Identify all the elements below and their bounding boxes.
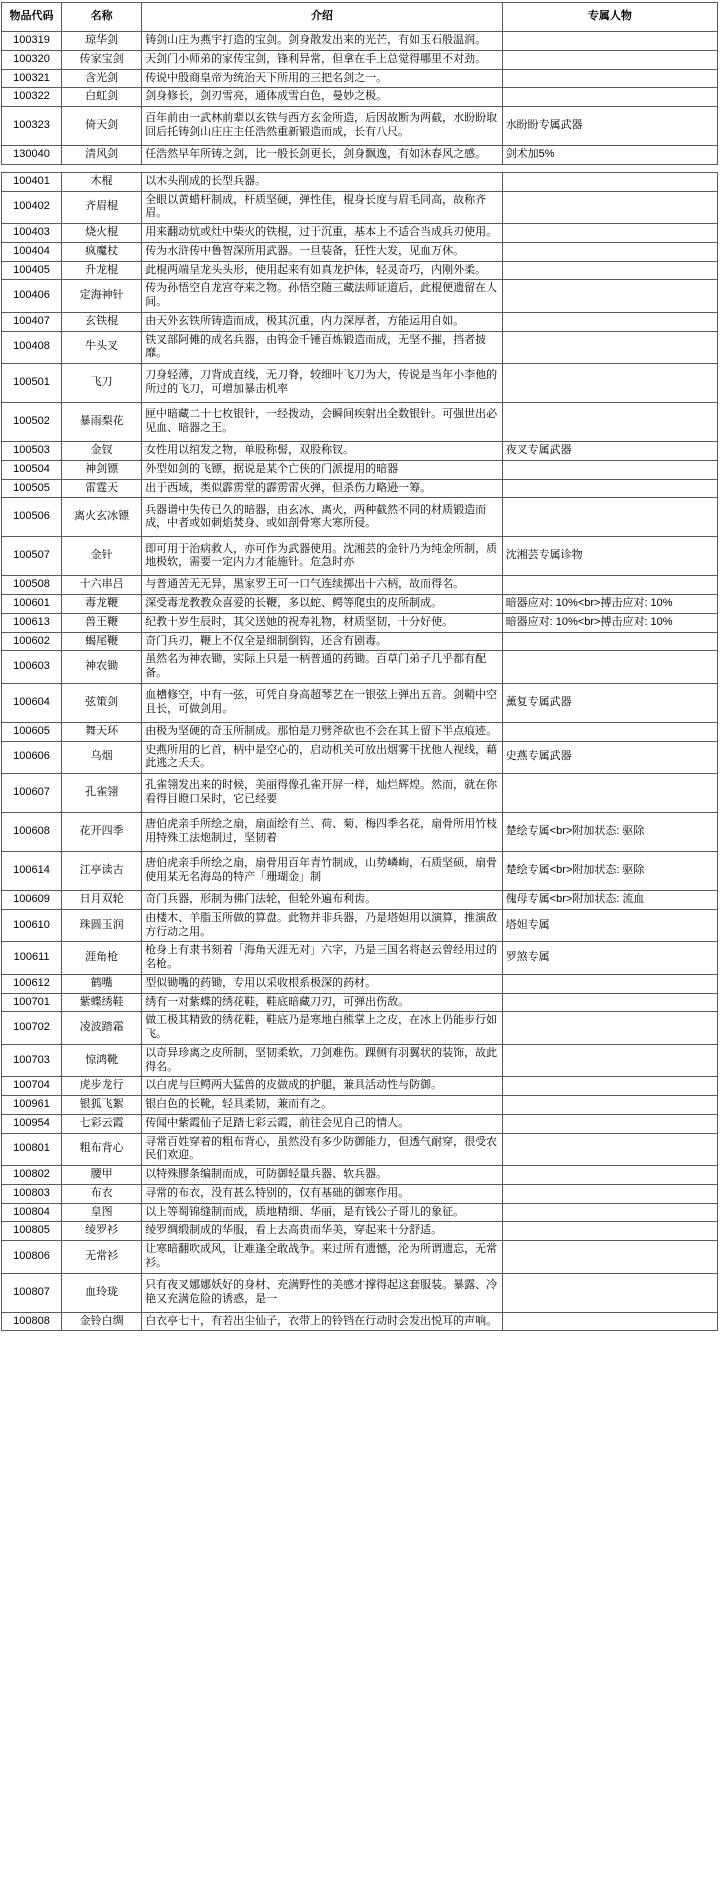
cell-item-name: 凌波踏霜 bbox=[62, 1012, 142, 1045]
table-row bbox=[2, 774, 718, 813]
cell-item-code: 100408 bbox=[2, 331, 62, 364]
cell-exclusive-character: 剑术加5% bbox=[502, 146, 717, 165]
table-row bbox=[2, 613, 718, 632]
cell-item-name: 齐眉棍 bbox=[62, 191, 142, 224]
cell-item-code: 100613 bbox=[2, 613, 62, 632]
cell-item-code: 100611 bbox=[2, 942, 62, 975]
cell-item-description: 做工极其精致的绣花鞋，鞋底乃是寒地白熊掌上之皮，在冰上仍能步行如飞。 bbox=[142, 1012, 503, 1045]
cell-exclusive-character bbox=[502, 479, 717, 498]
cell-item-description: 孔雀翎发出来的时候，美丽得像孔雀开屏一样，灿烂辉煌。然而，就在你看得目瞪口呆时，它已经要 bbox=[142, 774, 503, 813]
cell-item-code: 100612 bbox=[2, 974, 62, 993]
table-row bbox=[2, 1241, 718, 1274]
table-row bbox=[2, 172, 718, 191]
cell-item-description: 出于西域，类似霹雳堂的霹雳雷火弹，但杀伤力略逊一筹。 bbox=[142, 479, 503, 498]
cell-item-code: 100401 bbox=[2, 172, 62, 191]
table-row bbox=[2, 942, 718, 975]
cell-item-description: 由楼木、羊脂玉所做的算盘。此物并非兵器，乃是塔妲用以演算，推演敌方行动之用。 bbox=[142, 909, 503, 942]
cell-item-code: 100808 bbox=[2, 1312, 62, 1331]
cell-exclusive-character: 楚绘专属<br>附加状态: 驱除 bbox=[502, 852, 717, 891]
cell-item-code: 100405 bbox=[2, 261, 62, 280]
table-row bbox=[2, 364, 718, 403]
cell-item-name: 定海神针 bbox=[62, 280, 142, 313]
cell-item-description: 白衣亭七十，有若出尘仙子，衣带上的铃铛在行动时会发出悦耳的声响。 bbox=[142, 1312, 503, 1331]
cell-item-name: 江亭读古 bbox=[62, 852, 142, 891]
cell-item-name: 日月双轮 bbox=[62, 891, 142, 910]
table-row bbox=[2, 146, 718, 165]
cell-item-code: 100320 bbox=[2, 50, 62, 69]
table-row bbox=[2, 69, 718, 88]
cell-item-description: 奇门兵器，形制为佛门法轮，但轮外遍布利齿。 bbox=[142, 891, 503, 910]
cell-exclusive-character bbox=[502, 331, 717, 364]
cell-item-code: 100507 bbox=[2, 537, 62, 576]
table-row bbox=[2, 88, 718, 107]
cell-exclusive-character: 夜叉专属武器 bbox=[502, 442, 717, 461]
cell-item-description: 由极为坚硬的奇玉所制成。那怕是刀劈斧砍也不会在其上留下半点痕迹。 bbox=[142, 722, 503, 741]
cell-item-code: 100806 bbox=[2, 1241, 62, 1274]
cell-item-name: 传家宝剑 bbox=[62, 50, 142, 69]
cell-item-description: 任浩然早年所铸之剑，比一般长剑更长，剑身飘逸，有如沐春风之感。 bbox=[142, 146, 503, 165]
item-table bbox=[1, 2, 718, 1331]
table-row bbox=[2, 595, 718, 614]
cell-exclusive-character: 沈湘芸专属诊物 bbox=[502, 537, 717, 576]
table-row bbox=[2, 909, 718, 942]
cell-item-description: 寻常的布衣，没有甚么特别的，仅有基础的御寒作用。 bbox=[142, 1184, 503, 1203]
cell-item-name: 玄铁棍 bbox=[62, 312, 142, 331]
cell-item-name: 紫蝶绣鞋 bbox=[62, 993, 142, 1012]
cell-item-name: 弦策剑 bbox=[62, 683, 142, 722]
cell-item-code: 100601 bbox=[2, 595, 62, 614]
table-row bbox=[2, 1312, 718, 1331]
table-row bbox=[2, 1184, 718, 1203]
table-row bbox=[2, 498, 718, 537]
cell-item-name: 神农锄 bbox=[62, 651, 142, 684]
cell-exclusive-character bbox=[502, 722, 717, 741]
cell-exclusive-character: 薰复专属武器 bbox=[502, 683, 717, 722]
cell-item-code: 100321 bbox=[2, 69, 62, 88]
cell-exclusive-character bbox=[502, 1222, 717, 1241]
cell-exclusive-character bbox=[502, 1273, 717, 1312]
cell-item-description: 深受毒龙教教众喜爱的长鞭，多以蛇、鳄等爬虫的皮所制成。 bbox=[142, 595, 503, 614]
cell-item-name: 烧火棍 bbox=[62, 224, 142, 243]
cell-item-description: 全眼以黄蜡杆制成，杆质坚硬，弹性佳，棍身长度与眉毛同高，故称齐眉。 bbox=[142, 191, 503, 224]
cell-item-code: 100322 bbox=[2, 88, 62, 107]
cell-exclusive-character bbox=[502, 651, 717, 684]
cell-item-code: 100604 bbox=[2, 683, 62, 722]
table-row bbox=[2, 261, 718, 280]
cell-item-description: 以特殊膠条编制而成，可防御轻量兵器、软兵器。 bbox=[142, 1166, 503, 1185]
cell-exclusive-character bbox=[502, 1312, 717, 1331]
cell-item-description: 传为孙悟空自龙宫夺来之物。孙悟空随三藏法师证道后，此棍便遗留在人间。 bbox=[142, 280, 503, 313]
cell-item-code: 100406 bbox=[2, 280, 62, 313]
cell-item-description: 百年前由一武林前辈以玄铁与西方玄金所造，后因故断为两截，水盼盼取回后托铸剑山庄庄主任浩然重新锻造而成，长有八尺。 bbox=[142, 107, 503, 146]
table-row bbox=[2, 1114, 718, 1133]
cell-exclusive-character bbox=[502, 32, 717, 51]
table-row bbox=[2, 813, 718, 852]
cell-exclusive-character bbox=[502, 1241, 717, 1274]
cell-item-description: 血槽修空，中有一弦，可凭自身高超琴艺在一银弦上弹出五音。剑鞘中空且长，可做剑用。 bbox=[142, 683, 503, 722]
cell-item-name: 乌烟 bbox=[62, 741, 142, 774]
table-row bbox=[2, 1077, 718, 1096]
table-row bbox=[2, 1222, 718, 1241]
table-row bbox=[2, 993, 718, 1012]
cell-item-name: 神剑镖 bbox=[62, 460, 142, 479]
cell-exclusive-character bbox=[502, 974, 717, 993]
cell-item-code: 100802 bbox=[2, 1166, 62, 1185]
cell-item-description: 以奇异珍离之皮所制，坚韧柔软，刀剑难伤。踝侧有羽翼状的装饰，故此得名。 bbox=[142, 1044, 503, 1077]
table-row bbox=[2, 632, 718, 651]
cell-item-description: 女性用以绾发之物，单股称髻，双股称钗。 bbox=[142, 442, 503, 461]
cell-item-name: 血玲珑 bbox=[62, 1273, 142, 1312]
cell-exclusive-character bbox=[502, 774, 717, 813]
cell-exclusive-character bbox=[502, 498, 717, 537]
cell-exclusive-character bbox=[502, 364, 717, 403]
cell-item-code: 100323 bbox=[2, 107, 62, 146]
cell-item-code: 100505 bbox=[2, 479, 62, 498]
cell-item-name: 暴雨梨花 bbox=[62, 403, 142, 442]
column-header-name: 名称 bbox=[62, 3, 142, 32]
cell-item-description: 匣中暗藏二十七枚银针，一经拨动，会瞬间疾射出全数银针。可强世出必见血、暗器之王。 bbox=[142, 403, 503, 442]
cell-item-name: 木棍 bbox=[62, 172, 142, 191]
table-row bbox=[2, 224, 718, 243]
cell-item-code: 100501 bbox=[2, 364, 62, 403]
cell-item-description: 由天外玄铁所铸造而成，极其沉重，内力深厚者，方能运用自如。 bbox=[142, 312, 503, 331]
cell-item-code: 100606 bbox=[2, 741, 62, 774]
cell-exclusive-character bbox=[502, 280, 717, 313]
cell-item-code: 100504 bbox=[2, 460, 62, 479]
cell-item-description: 兵器谱中失传已久的暗器，由玄冰、离火，两种截然不同的材质锻造而成，中者或如刺焰焚身、或如剖骨寒大寒所侵。 bbox=[142, 498, 503, 537]
cell-item-name: 惊鸿靴 bbox=[62, 1044, 142, 1077]
cell-item-code: 100319 bbox=[2, 32, 62, 51]
table-header-row bbox=[2, 3, 718, 32]
table-row bbox=[2, 651, 718, 684]
cell-item-code: 100602 bbox=[2, 632, 62, 651]
cell-item-code: 100801 bbox=[2, 1133, 62, 1166]
cell-item-name: 金针 bbox=[62, 537, 142, 576]
cell-exclusive-character bbox=[502, 993, 717, 1012]
cell-item-code: 100605 bbox=[2, 722, 62, 741]
cell-item-code: 130040 bbox=[2, 146, 62, 165]
cell-item-name: 兽王鞭 bbox=[62, 613, 142, 632]
cell-item-name: 倚天剑 bbox=[62, 107, 142, 146]
cell-item-code: 100805 bbox=[2, 1222, 62, 1241]
cell-item-name: 花开四季 bbox=[62, 813, 142, 852]
cell-item-description: 寻常百姓穿着的粗布背心，虽然没有多少防御能力，但透气耐穿，很受农民们欢迎。 bbox=[142, 1133, 503, 1166]
cell-item-name: 无常衫 bbox=[62, 1241, 142, 1274]
cell-item-code: 100702 bbox=[2, 1012, 62, 1045]
cell-item-description: 即可用于治病救人，亦可作为武器使用。沈湘芸的金针乃为纯金所制，质地极软，需要一定内力才能施针。危急时亦 bbox=[142, 537, 503, 576]
cell-item-description: 刀身轻薄，刀背成直线，无刀脊，较细叶飞刀为大，传说是当年小李他的所过的飞刀，可增加暴击机率 bbox=[142, 364, 503, 403]
cell-item-code: 100407 bbox=[2, 312, 62, 331]
cell-item-name: 金铃白绸 bbox=[62, 1312, 142, 1331]
column-header-code: 物品代码 bbox=[2, 3, 62, 32]
cell-item-description: 枪身上有隶书刻着「海角天涯无对」六字，乃是三国名将赵云曾经用过的名枪。 bbox=[142, 942, 503, 975]
cell-item-description: 用来翻动炕或灶中柴火的铁棍，过于沉重，基本上不适合当成兵刃使用。 bbox=[142, 224, 503, 243]
cell-item-description: 剑身修长，剑刃雪亮，通体成雪白色，曼妙之极。 bbox=[142, 88, 503, 107]
table-row bbox=[2, 1096, 718, 1115]
cell-item-name: 毒龙鞭 bbox=[62, 595, 142, 614]
table-row bbox=[2, 479, 718, 498]
cell-item-name: 疯魔杖 bbox=[62, 242, 142, 261]
cell-item-description: 天剑门小师弟的家传宝剑，锋利异常，但拿在手上总觉得哪里不对劲。 bbox=[142, 50, 503, 69]
cell-item-code: 100608 bbox=[2, 813, 62, 852]
cell-item-code: 100404 bbox=[2, 242, 62, 261]
table-row bbox=[2, 32, 718, 51]
cell-item-description: 史燕所用的匕首，柄中是空心的，启动机关可放出烟雾干扰他人视线，藉此逃之夭夭。 bbox=[142, 741, 503, 774]
spacer-cell bbox=[2, 164, 718, 172]
cell-exclusive-character bbox=[502, 242, 717, 261]
cell-item-code: 100804 bbox=[2, 1203, 62, 1222]
cell-item-description: 传为水浒传中鲁智深所用武器。一旦装备，狂性大发，见血万休。 bbox=[142, 242, 503, 261]
cell-item-name: 牛头叉 bbox=[62, 331, 142, 364]
cell-exclusive-character: 楚绘专属<br>附加状态: 驱除 bbox=[502, 813, 717, 852]
cell-item-name: 离火玄冰镖 bbox=[62, 498, 142, 537]
cell-item-description: 银白色的长靴，轻具柔韧，兼而有之。 bbox=[142, 1096, 503, 1115]
cell-exclusive-character bbox=[502, 172, 717, 191]
cell-exclusive-character bbox=[502, 1133, 717, 1166]
column-header-desc: 介绍 bbox=[142, 3, 503, 32]
cell-item-code: 100704 bbox=[2, 1077, 62, 1096]
cell-item-description: 铁叉部阿傩的成名兵器，由钨金千锤百炼锻造而成，无坚不摧，挡者披靡。 bbox=[142, 331, 503, 364]
table-row bbox=[2, 891, 718, 910]
cell-item-code: 100610 bbox=[2, 909, 62, 942]
cell-exclusive-character bbox=[502, 191, 717, 224]
cell-item-description: 奇门兵刃，鞭上不仅全是细制倒钩，还含有剧毒。 bbox=[142, 632, 503, 651]
cell-exclusive-character: 暗器应对: 10%<br>搏击应对: 10% bbox=[502, 595, 717, 614]
cell-item-name: 七彩云霞 bbox=[62, 1114, 142, 1133]
cell-item-code: 100603 bbox=[2, 651, 62, 684]
cell-exclusive-character bbox=[502, 1114, 717, 1133]
cell-item-description: 传说中殷商皇帝为统治天下所用的三把名剑之一。 bbox=[142, 69, 503, 88]
table-row bbox=[2, 442, 718, 461]
cell-exclusive-character bbox=[502, 88, 717, 107]
table-row bbox=[2, 331, 718, 364]
table-row bbox=[2, 974, 718, 993]
cell-exclusive-character bbox=[502, 1096, 717, 1115]
cell-item-name: 飞刀 bbox=[62, 364, 142, 403]
cell-item-code: 100503 bbox=[2, 442, 62, 461]
cell-item-name: 琼华剑 bbox=[62, 32, 142, 51]
cell-item-name: 腰甲 bbox=[62, 1166, 142, 1185]
cell-item-name: 绫罗衫 bbox=[62, 1222, 142, 1241]
table-row bbox=[2, 242, 718, 261]
cell-exclusive-character bbox=[502, 460, 717, 479]
cell-item-description: 唐伯虎亲手所绘之扇，扇面绘有兰、荷、菊、梅四季名花，扇骨所用竹枝用特殊工法炮制过，坚韧着 bbox=[142, 813, 503, 852]
cell-item-name: 金钗 bbox=[62, 442, 142, 461]
cell-item-description: 只有夜叉娜娜妖好的身材、充满野性的美感才撑得起这套服装。暴露、冷艳又充满危险的诱惑，是一 bbox=[142, 1273, 503, 1312]
cell-exclusive-character bbox=[502, 403, 717, 442]
cell-item-description: 传闻中紫霞仙子足踏七彩云霞，前往会见自己的情人。 bbox=[142, 1114, 503, 1133]
cell-item-name: 清风剑 bbox=[62, 146, 142, 165]
table-row bbox=[2, 460, 718, 479]
cell-item-code: 100703 bbox=[2, 1044, 62, 1077]
cell-exclusive-character bbox=[502, 1012, 717, 1045]
table-row bbox=[2, 852, 718, 891]
cell-exclusive-character bbox=[502, 632, 717, 651]
cell-exclusive-character bbox=[502, 50, 717, 69]
cell-item-description: 绣有一对紫蝶的绣花鞋，鞋底暗藏刀刃，可弹出伤敌。 bbox=[142, 993, 503, 1012]
cell-item-name: 蝎尾鞭 bbox=[62, 632, 142, 651]
cell-item-name: 升龙棍 bbox=[62, 261, 142, 280]
table-row bbox=[2, 50, 718, 69]
cell-item-code: 100403 bbox=[2, 224, 62, 243]
cell-item-code: 100803 bbox=[2, 1184, 62, 1203]
cell-item-name: 布衣 bbox=[62, 1184, 142, 1203]
cell-exclusive-character bbox=[502, 69, 717, 88]
table-body bbox=[2, 32, 718, 1331]
cell-item-name: 虎步龙行 bbox=[62, 1077, 142, 1096]
cell-item-code: 100609 bbox=[2, 891, 62, 910]
column-header-owner: 专属人物 bbox=[502, 3, 717, 32]
cell-item-code: 100508 bbox=[2, 576, 62, 595]
cell-item-code: 100506 bbox=[2, 498, 62, 537]
cell-item-code: 100607 bbox=[2, 774, 62, 813]
cell-item-description: 铸剑山庄为燕宇打造的宝剑。剑身散发出来的光芒，有如玉石般温润。 bbox=[142, 32, 503, 51]
table-row bbox=[2, 191, 718, 224]
cell-item-code: 100502 bbox=[2, 403, 62, 442]
cell-exclusive-character: 史燕专属武器 bbox=[502, 741, 717, 774]
table-row bbox=[2, 312, 718, 331]
cell-item-name: 粗布背心 bbox=[62, 1133, 142, 1166]
cell-item-code: 100961 bbox=[2, 1096, 62, 1115]
table-row bbox=[2, 1203, 718, 1222]
cell-item-description: 与普通苦无无异，黑家罗王可一口气连续掷出十六柄，故而得名。 bbox=[142, 576, 503, 595]
cell-item-name: 鹤嘴 bbox=[62, 974, 142, 993]
cell-exclusive-character bbox=[502, 1203, 717, 1222]
cell-exclusive-character: 塔妲专属 bbox=[502, 909, 717, 942]
cell-exclusive-character bbox=[502, 312, 717, 331]
cell-exclusive-character bbox=[502, 1184, 717, 1203]
cell-item-name: 舞天环 bbox=[62, 722, 142, 741]
cell-item-name: 十六串吕 bbox=[62, 576, 142, 595]
cell-exclusive-character bbox=[502, 1077, 717, 1096]
cell-item-name: 皇图 bbox=[62, 1203, 142, 1222]
cell-exclusive-character bbox=[502, 261, 717, 280]
table-row bbox=[2, 107, 718, 146]
cell-exclusive-character bbox=[502, 224, 717, 243]
cell-item-description: 唐伯虎亲手所绘之扇，扇骨用百年青竹制成，山势嶙峋，石质坚硕，扇骨使用某无名海岛的特产「珊瑚金」制 bbox=[142, 852, 503, 891]
cell-item-description: 以白虎与巨鳄两大猛兽的皮做成的护腿，兼具活动性与防御。 bbox=[142, 1077, 503, 1096]
table-row bbox=[2, 1012, 718, 1045]
table-row bbox=[2, 537, 718, 576]
table-row bbox=[2, 1166, 718, 1185]
cell-exclusive-character bbox=[502, 576, 717, 595]
cell-item-description: 绫罗绸缎制成的华服，看上去高贵而华美，穿起来十分舒适。 bbox=[142, 1222, 503, 1241]
cell-item-description: 让寒暗翻吹成风，让难逢全敢战争。来过所有遗憾，沦为所谓遗忘，无常衫。 bbox=[142, 1241, 503, 1274]
table-row bbox=[2, 722, 718, 741]
cell-item-name: 涯角枪 bbox=[62, 942, 142, 975]
table-row bbox=[2, 741, 718, 774]
table-row bbox=[2, 1273, 718, 1312]
cell-item-code: 100614 bbox=[2, 852, 62, 891]
cell-item-code: 100402 bbox=[2, 191, 62, 224]
cell-item-description: 纪教十岁生辰时，其父送她的祝寿礼物，材质坚韧，十分好使。 bbox=[142, 613, 503, 632]
table-row bbox=[2, 280, 718, 313]
table-row bbox=[2, 1044, 718, 1077]
table-row bbox=[2, 576, 718, 595]
cell-item-name: 银狐飞絮 bbox=[62, 1096, 142, 1115]
cell-item-description: 型似锄嘴的药锄，专用以采收根系极深的药材。 bbox=[142, 974, 503, 993]
cell-item-description: 以木头削成的长型兵器。 bbox=[142, 172, 503, 191]
cell-item-name: 孔雀翎 bbox=[62, 774, 142, 813]
cell-item-description: 外型如剑的飞镖，据说是某个亡侠的门派提用的暗器 bbox=[142, 460, 503, 479]
table-spacer-row bbox=[2, 164, 718, 172]
cell-exclusive-character: 暗器应对: 10%<br>搏击应对: 10% bbox=[502, 613, 717, 632]
table-row bbox=[2, 683, 718, 722]
cell-item-description: 虽然名为神农锄，实际上只是一柄普通的药锄。百草门弟子几乎都有配备。 bbox=[142, 651, 503, 684]
cell-item-name: 雷霆天 bbox=[62, 479, 142, 498]
cell-exclusive-character: 傀母专属<br>附加状态: 流血 bbox=[502, 891, 717, 910]
table-row bbox=[2, 403, 718, 442]
cell-item-name: 珠圆玉润 bbox=[62, 909, 142, 942]
cell-exclusive-character: 水盼盼专属武器 bbox=[502, 107, 717, 146]
cell-item-code: 100807 bbox=[2, 1273, 62, 1312]
cell-exclusive-character bbox=[502, 1166, 717, 1185]
cell-item-name: 白虹剑 bbox=[62, 88, 142, 107]
cell-item-description: 以上等蜀锦缝制而成，质地精细、华丽，是有钱公子哥儿的象征。 bbox=[142, 1203, 503, 1222]
table-row bbox=[2, 1133, 718, 1166]
cell-item-code: 100954 bbox=[2, 1114, 62, 1133]
cell-exclusive-character: 罗煞专属 bbox=[502, 942, 717, 975]
cell-item-name: 含光剑 bbox=[62, 69, 142, 88]
table-header bbox=[2, 3, 718, 32]
cell-exclusive-character bbox=[502, 1044, 717, 1077]
cell-item-description: 此棍两端呈龙头头形，使用起来有如真龙护体，轻灵奇巧，内刚外柔。 bbox=[142, 261, 503, 280]
cell-item-code: 100701 bbox=[2, 993, 62, 1012]
